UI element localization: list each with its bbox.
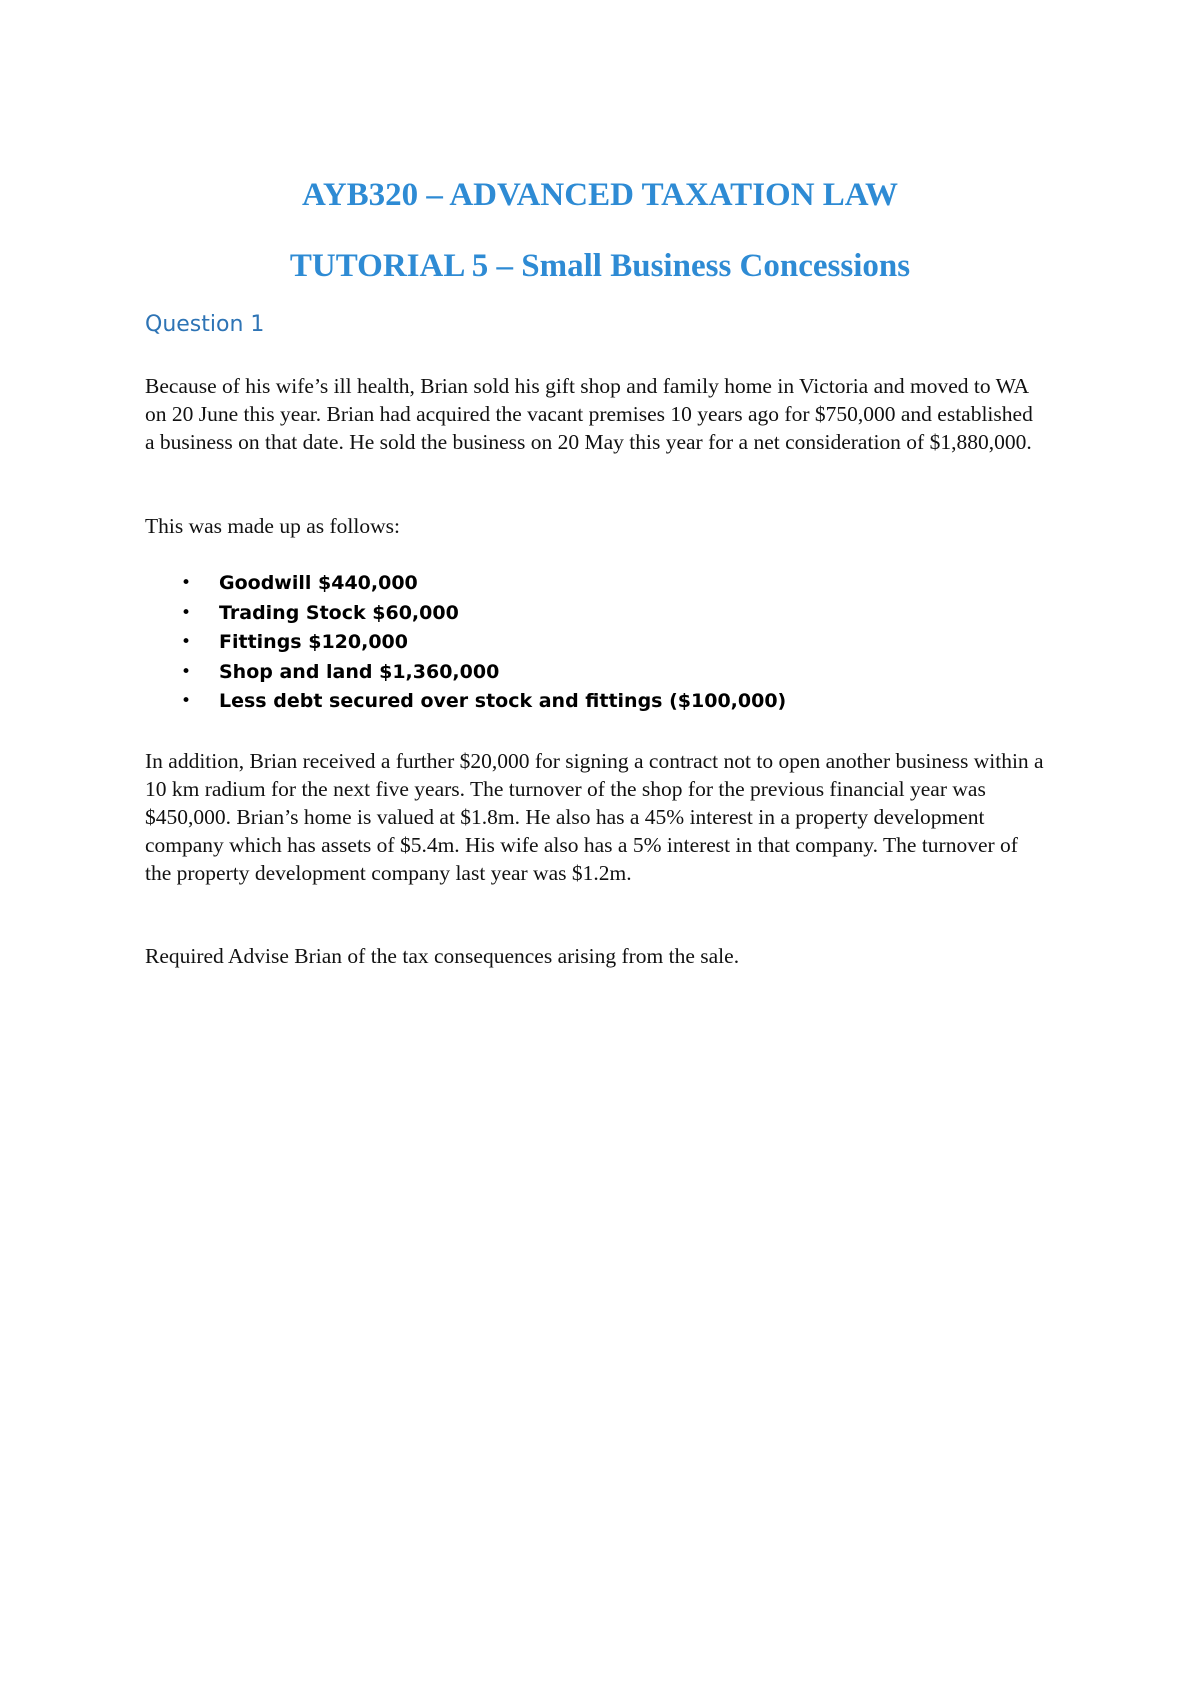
consideration-list — [145, 569, 786, 717]
list-item-text: Trading Stock $60,000 — [219, 601, 459, 624]
list-item — [145, 569, 786, 599]
bullet-icon: • — [181, 573, 192, 593]
document-subtitle: TUTORIAL 5 – Small Business Concessions — [289, 248, 911, 284]
bullet-icon: • — [181, 602, 192, 623]
question-heading: Question 1 — [145, 312, 265, 337]
scenario-paragraph: Because of his wife’s ill health, Brian sold his gift shop and family home in Victoria and moved to WA on 20 June this year. Brian had acquired the vacant premises 10 years ago for $750,000 and established a business on that date. He sold the business on 20 May this year for a net consideration of $1,880,000. — [145, 374, 1033, 454]
list-item — [145, 599, 786, 629]
list-item-text: Goodwill $440,000 — [219, 572, 418, 594]
bullet-icon: • — [181, 691, 192, 711]
list-item-text: Shop and land $1,360,000 — [219, 660, 500, 683]
required-task: Required Advise Brian of the tax consequences arising from the sale. — [145, 944, 740, 968]
list-item — [145, 687, 786, 717]
list-item — [145, 628, 786, 658]
additional-facts-paragraph: In addition, Brian received a further $20,000 for signing a contract not to open another business within a 10 km radium for the next five years. The turnover of the shop for the previous financial year was $450,000. Brian’s home is valued at $1.8m. He also has a 45% interest in a property development company which has assets of $5.4m. His wife also has a 5% interest in that company. The turnover of the property development company last year was $1.2m. — [145, 749, 1044, 885]
list-item-text: Fittings $120,000 — [219, 631, 408, 653]
document-title: AYB320 – ADVANCED TAXATION LAW — [302, 177, 898, 213]
breakdown-intro: This was made up as follows: — [145, 514, 400, 538]
bullet-icon: • — [181, 661, 192, 682]
bullet-icon: • — [181, 632, 192, 652]
list-item — [145, 658, 786, 688]
list-item-text: Less debt secured over stock and fittings ($100,000) — [219, 690, 787, 712]
